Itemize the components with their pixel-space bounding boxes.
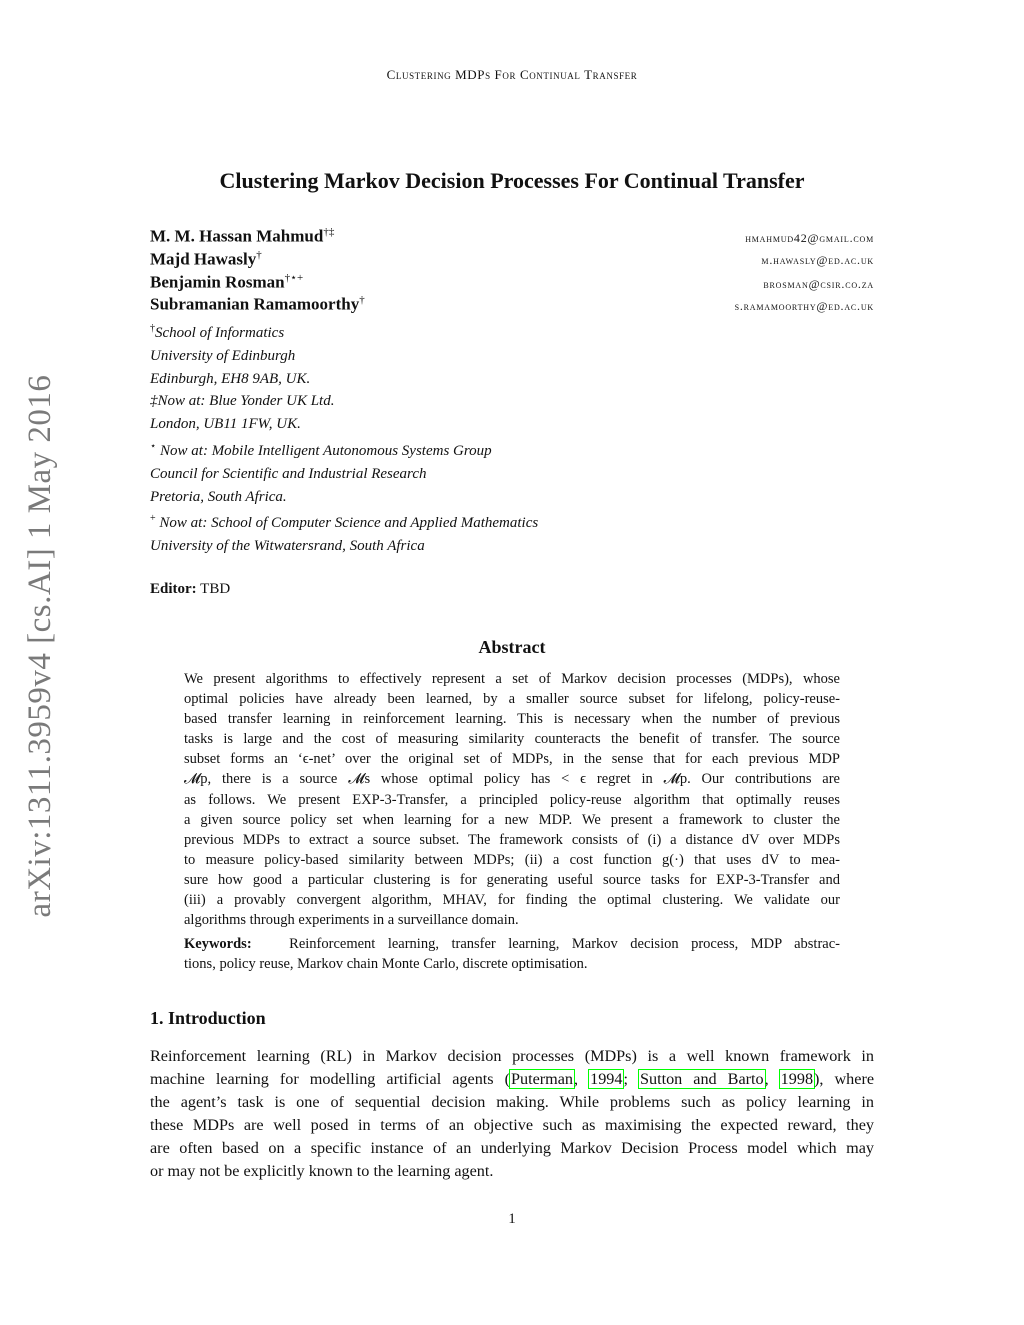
abstract-line: previous MDPs to extract a source subset. The framework consists of (i) a distance dV over MDPs — [184, 831, 840, 848]
affiliation-line: London, UB11 1FW, UK. — [150, 416, 301, 433]
abstract-line: to measure policy-based similarity between MDPs; (ii) a cost function g(·) that uses dV to mea- — [184, 851, 840, 868]
author-name: Benjamin Rosman†⋆+ — [150, 272, 304, 293]
abstract-heading: Abstract — [478, 637, 546, 657]
citation-link[interactable]: 1998 — [780, 1070, 814, 1089]
intro-line: the agent’s task is one of sequential decision making. While problems such as policy learning in — [150, 1093, 874, 1112]
citation-link[interactable]: 1994 — [590, 1070, 623, 1089]
author-email: brosman@csir.co.za — [763, 277, 874, 292]
abstract-line: a given source policy set when learning for a new MDP. We present a framework to cluster the — [184, 811, 840, 828]
citation-link[interactable]: Sutton and Barto — [639, 1070, 764, 1089]
author-name: Subramanian Ramamoorthy† — [150, 294, 365, 314]
arxiv-stamp: arXiv:1311.3959v4 [cs.AI] 1 May 2016 — [22, 374, 58, 918]
intro-line: machine learning for modelling artificial agents (Puterman, 1994; Sutton and Barto, 1998), where — [150, 1070, 875, 1089]
abstract-line: We present algorithms to effectively represent a set of Markov decision processes (MDPs), whose — [184, 671, 840, 687]
intro-line: these MDPs are well posed in terms of an objective such as maximising the expected reward, they — [150, 1116, 874, 1135]
introduction-body — [150, 1045, 874, 1184]
page-number: 1 — [508, 1211, 516, 1227]
affiliation-line: + Now at: School of Computer Science and Applied Mathematics — [150, 513, 539, 532]
affiliation-line: University of Edinburgh — [150, 347, 296, 364]
abstract-line: subset forms an ‘ϵ-net’ over the original set of MDPs, in the sense that for each previous MDP — [184, 751, 840, 768]
author-row — [150, 226, 874, 249]
author-email: s.ramamoorthy@ed.ac.uk — [734, 298, 874, 313]
keywords — [184, 934, 840, 974]
author-email: m.hawasly@ed.ac.uk — [761, 253, 874, 268]
abstract-line: 𝓜p, there is a source 𝓜s whose optimal policy has < ϵ regret in 𝓜p. Our contributions are — [184, 771, 840, 788]
editor-value: TBD — [200, 581, 231, 597]
abstract-line: algorithms through experiments in a surveillance domain. — [184, 912, 519, 929]
abstract-line: tasks is large and the cost of measuring similarity counteracts the benefit of transfer. The source — [184, 731, 840, 748]
affiliations — [150, 318, 750, 558]
keywords-label: Keywords: — [184, 936, 252, 952]
abstract-line: as follows. We present EXP-3-Transfer, a principled policy-reuse algorithm that optimally reuses — [184, 791, 840, 808]
author-row — [150, 271, 874, 294]
author-list — [150, 226, 874, 317]
author-name: Majd Hawasly† — [150, 248, 262, 269]
affiliation-line: Council for Scientific and Industrial Research — [150, 465, 427, 482]
abstract-body — [184, 669, 840, 930]
abstract-line: based transfer learning in reinforcement learning. This is necessary when the number of previous — [184, 711, 840, 728]
author-name: M. M. Hassan Mahmud†‡ — [150, 226, 335, 246]
affiliation-line: University of the Witwatersrand, South Africa — [150, 538, 425, 555]
editor-label: Editor: — [150, 581, 197, 597]
running-head: Clustering MDPs For Continual Transfer — [386, 67, 638, 82]
affiliation-line: Pretoria, South Africa. — [150, 488, 287, 505]
section-heading-introduction: 1. Introduction — [150, 1008, 266, 1028]
author-row — [150, 249, 874, 272]
abstract-line: optimal policies have already been learned, by a smaller source subset for lifelong, policy-reuse- — [184, 691, 840, 708]
abstract-line: sure how good a particular clustering is for generating useful source tasks for EXP-3-Transfer and — [184, 871, 840, 888]
paper-title: Clustering Markov Decision Processes For Continual Transfer — [219, 168, 805, 193]
abstract-line: (iii) a provably convergent algorithm, MHAV, for finding the optimal clustering. We validate our — [184, 892, 840, 909]
author-email: hmahmud42@gmail.com — [745, 230, 874, 245]
intro-line: or may not be explicitly known to the learning agent. — [150, 1162, 494, 1181]
affiliation-line: ‡Now at: Blue Yonder UK Ltd. — [150, 393, 335, 410]
affiliation-line: Edinburgh, EH8 9AB, UK. — [150, 370, 311, 387]
affiliation-line: †School of Informatics — [150, 323, 285, 341]
editor-line — [150, 581, 230, 598]
citation-link[interactable]: Puterman — [510, 1070, 574, 1089]
intro-line: Reinforcement learning (RL) in Markov decision processes (MDPs) is a well known framework in — [150, 1047, 874, 1065]
keywords-line: tions, policy reuse, Markov chain Monte Carlo, discrete optimisation. — [184, 956, 588, 973]
author-row — [150, 294, 874, 317]
keywords-line: Keywords: Reinforcement learning, transfer learning, Markov decision process, MDP abstrac- — [184, 936, 840, 952]
intro-line: are often based on a specific instance of an underlying Markov Decision Process model which may — [150, 1139, 874, 1158]
affiliation-line: ⋆ Now at: Mobile Intelligent Autonomous Systems Group — [150, 440, 492, 459]
